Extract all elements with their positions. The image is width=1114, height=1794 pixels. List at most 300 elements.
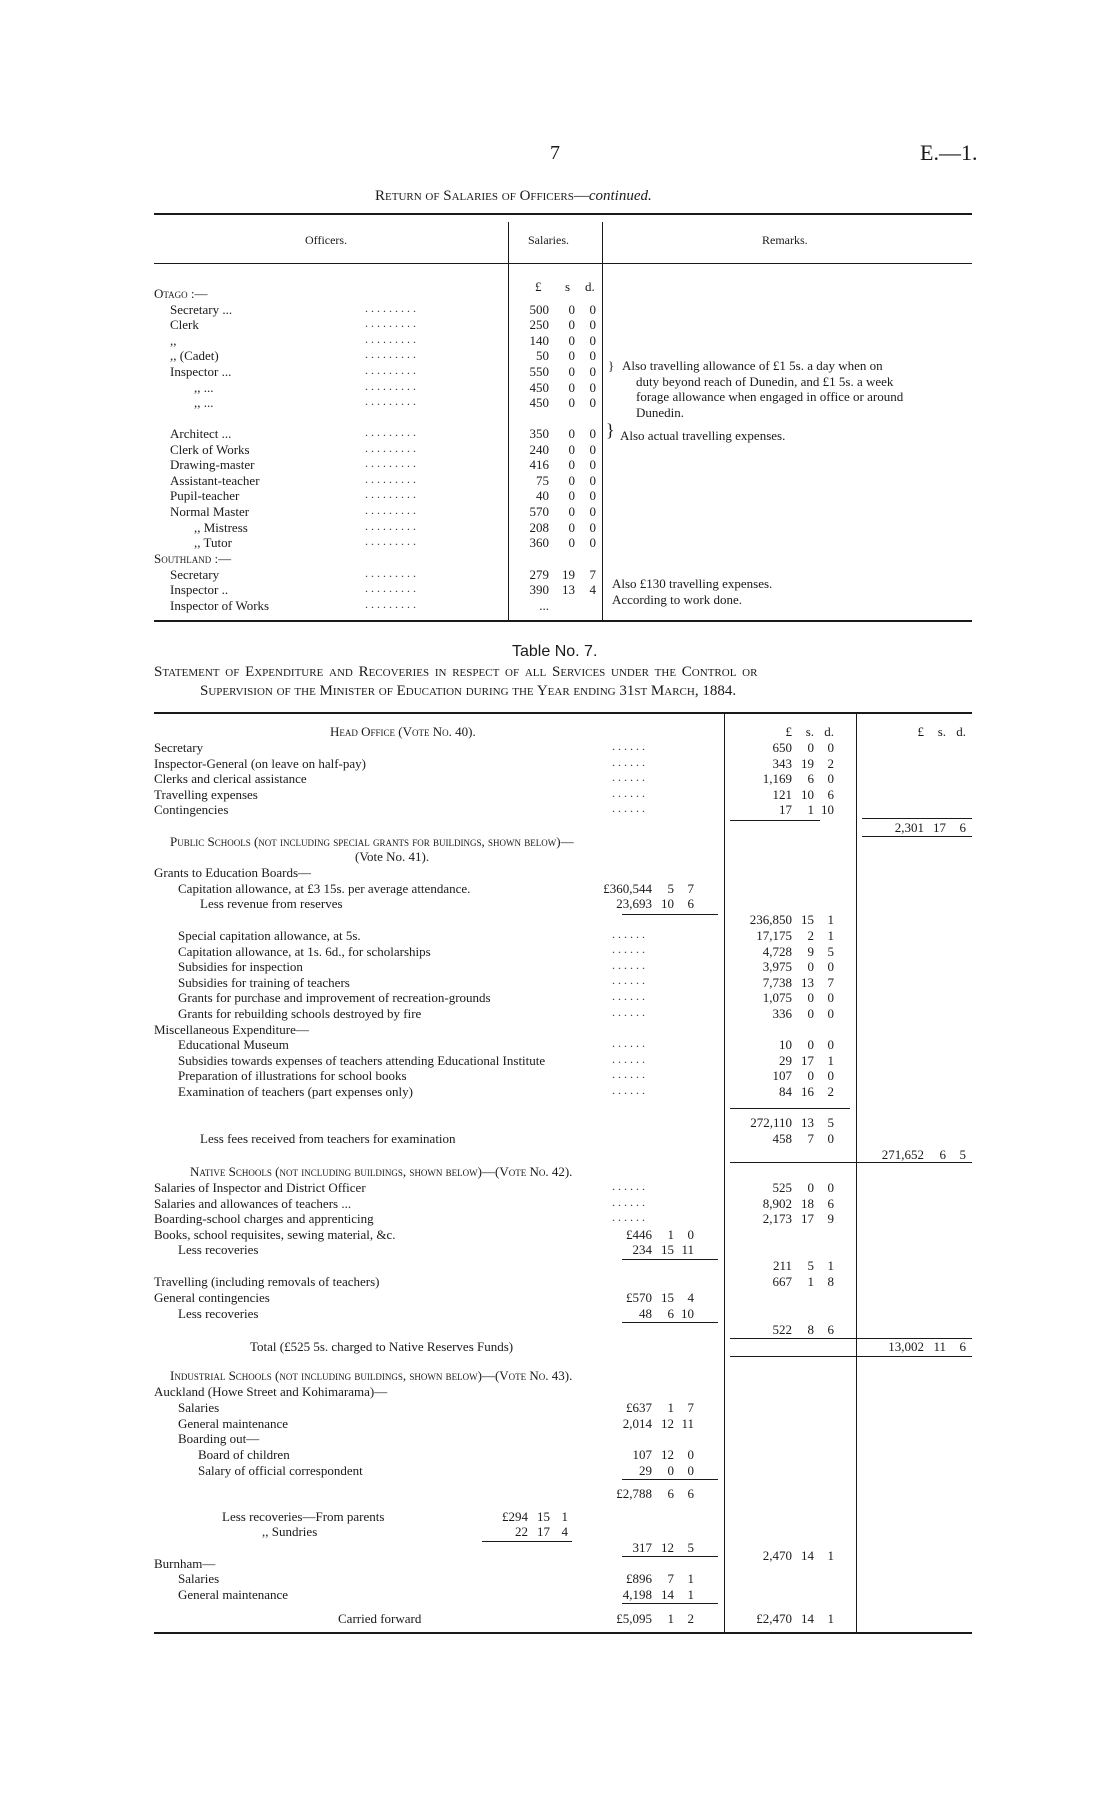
misc-item-label: Educational Museum	[178, 1037, 289, 1052]
grants-heading: Grants to Education Boards—	[154, 865, 312, 880]
auckland-subtotal-pence: 6	[687, 1486, 694, 1501]
public-item-amount-pounds: 1,075	[762, 990, 792, 1006]
misc-item-amount-shillings: 16	[801, 1083, 814, 1099]
parents-amount-shillings: 15	[537, 1509, 550, 1524]
capitation-amount-pence: 7	[687, 881, 694, 896]
native-item-amount-pounds: 525	[772, 1180, 792, 1195]
salary-pounds: ...	[539, 598, 549, 613]
public-item-amount-pounds: 17,175	[756, 928, 792, 943]
travelling-amount-pence: 8	[827, 1274, 834, 1289]
expenditure-top-rule	[154, 712, 972, 714]
salary-row-label: Normal Master	[170, 504, 250, 519]
industrial-schools-title: Industrial Schools (not including buildings, shown below)—(Vote No. 43).	[170, 1368, 573, 1383]
unit-mid-pounds: £	[785, 724, 792, 739]
salary-row-dots: . . . . . . . . .	[365, 456, 416, 470]
salary-row-label: ,, ...	[194, 380, 214, 395]
native-item-amount-pounds: 2,173	[762, 1211, 792, 1227]
recoveries-total-shillings: 12	[661, 1540, 674, 1555]
salaries-title	[375, 188, 652, 205]
less-recoveries-label: Less recoveries—From parents	[222, 1509, 385, 1524]
carried-forward-inner-shillings: 1	[667, 1611, 674, 1626]
leader-dots: . . . . . .	[612, 770, 645, 784]
capitation-amount-shillings: 5	[667, 881, 674, 896]
salary-pence: 0	[589, 442, 596, 457]
head-office-item-amount-pence: 10	[821, 802, 834, 818]
column-header-officers: Officers.	[305, 233, 348, 247]
burnham-item-amount-pence: 1	[687, 1571, 694, 1586]
head-office-total-pence: 6	[959, 820, 966, 835]
net-capitation-pence: 1	[827, 912, 834, 927]
head-office-item-amount-pounds: 343	[772, 755, 792, 771]
parents-amount-pence: 1	[561, 1509, 568, 1524]
salary-row-label: Assistant-teacher	[170, 473, 260, 488]
head-office-item-amount-shillings: 1	[807, 802, 814, 818]
salary-row-label: Architect ...	[170, 426, 232, 441]
leader-dots: . . . . . .	[612, 1083, 645, 1097]
native-schools-total-shillings: 11	[933, 1339, 946, 1354]
expenditure-bottom-rule	[154, 1632, 972, 1634]
auckland-item-amount-pounds: 2,014	[622, 1415, 652, 1431]
native-item-amount-pounds: 8,902	[762, 1195, 792, 1211]
auckland-item-amount-pounds: £637	[626, 1400, 652, 1415]
public-item-amount-shillings: 0	[807, 959, 814, 975]
salary-row-dots: . . . . . . . . .	[365, 425, 416, 439]
carried-forward-outer-pence: 1	[827, 1611, 834, 1626]
salary-row-dots: . . . . . . . . .	[365, 487, 416, 501]
salary-row-label: Inspector of Works	[170, 598, 270, 613]
public-schools-total-shillings: 6	[939, 1147, 946, 1162]
leader-dots: . . . . . .	[612, 958, 645, 972]
capitation-amount-pounds: £360,544	[603, 881, 652, 896]
salary-pence: 0	[589, 457, 596, 472]
remark-southland-inspector: Also £130 travelling expenses.	[612, 576, 773, 591]
burnham-item-amount-pounds: £896	[626, 1571, 652, 1586]
head-office-item-amount-pence: 6	[827, 786, 834, 802]
leader-dots: . . . . . .	[612, 1052, 645, 1066]
native-schools-total-pence: 6	[959, 1339, 966, 1354]
books-amount-shillings: 1	[667, 1227, 674, 1242]
books-amount-pounds: £446	[626, 1227, 652, 1242]
salary-pounds: 140	[529, 333, 549, 348]
salaries-top-rule	[154, 213, 972, 215]
travelling-amount-shillings: 1	[807, 1274, 814, 1289]
sundries-label: ,, Sundries	[262, 1524, 318, 1539]
carried-forward-inner-pence: 2	[687, 1611, 694, 1626]
public-item-label: Grants for rebuilding schools destroyed by fire	[178, 1006, 422, 1021]
recoveries-rule	[482, 1541, 572, 1542]
salary-shillings: 0	[568, 442, 575, 457]
salaries-title-main: Return of Salaries of Officers—	[375, 188, 589, 204]
public-item-amount-pounds: 3,975	[762, 959, 792, 975]
contingencies-net-shillings: 8	[807, 1322, 814, 1337]
salary-row-dots: . . . . . . . . .	[365, 332, 416, 346]
burnham-item-label: Salaries	[178, 1571, 220, 1586]
salary-row-dots: . . . . . . . . .	[365, 394, 416, 408]
salary-row-label: ,, Tutor	[194, 535, 232, 550]
leader-dots: . . . . . .	[612, 1067, 645, 1081]
salary-pence: 0	[589, 380, 596, 395]
salary-row-dots: . . . . . . . . .	[365, 316, 416, 330]
expenditure-divider-2	[856, 714, 857, 1632]
head-office-item-label: Secretary	[154, 740, 204, 755]
contingencies-net-pounds: 522	[772, 1322, 792, 1337]
native-schools-total-pounds: 13,002	[888, 1339, 924, 1354]
native-schools-title: Native Schools (not including buildings, shown below)—(Vote No. 42).	[190, 1164, 573, 1179]
less-fees-amount-pounds: 458	[772, 1131, 792, 1146]
head-office-sum-rule	[730, 820, 820, 821]
public-item-label: Grants for purchase and improvement of recreation-grounds	[178, 990, 491, 1006]
head-office-item-amount-pounds: 650	[772, 740, 792, 755]
remark-inspectors-line-4: Dunedin.	[636, 405, 685, 420]
boarding-item-amount-pounds: 29	[639, 1462, 652, 1478]
misc-item-label: Preparation of illustrations for school books	[178, 1068, 407, 1084]
recoveries-total-pounds: 317	[632, 1540, 652, 1555]
remark-brace-inspectors: }	[608, 358, 615, 373]
remark-inspector-of-works: According to work done.	[612, 592, 742, 607]
salary-pounds: 240	[529, 442, 549, 457]
salary-row-dots: . . . . . . . . .	[365, 534, 416, 548]
salary-row-label: Inspector ...	[170, 364, 232, 379]
salary-pounds: 550	[529, 364, 549, 379]
books-less-amount-pounds: 234	[632, 1242, 652, 1257]
salary-shillings: 0	[568, 395, 575, 410]
table-7-label: Table No. 7.	[512, 643, 598, 660]
carried-forward-outer-pounds: £2,470	[756, 1611, 792, 1626]
salary-shillings: 13	[562, 582, 575, 597]
capitation-label: Capitation allowance, at £3 15s. per average attendance.	[178, 881, 471, 896]
salary-shillings: 0	[568, 535, 575, 550]
books-rule	[622, 1259, 718, 1260]
salary-row-dots: . . . . . . . . .	[365, 441, 416, 455]
auckland-item-amount-shillings: 12	[661, 1415, 674, 1431]
sundries-amount-shillings: 17	[537, 1524, 550, 1539]
salary-row-label: Secretary	[170, 567, 220, 582]
misc-heading: Miscellaneous Expenditure—	[154, 1022, 309, 1037]
column-header-salaries: Salaries.	[528, 233, 569, 247]
remark-architect: Also actual travelling expenses.	[620, 428, 786, 443]
head-office-item-amount-pence: 0	[827, 771, 834, 787]
head-office-item-amount-pence: 0	[827, 740, 834, 755]
document-reference: E.—1.	[920, 140, 978, 165]
salary-pounds: 350	[529, 426, 549, 441]
native-item-amount-shillings: 17	[801, 1211, 814, 1227]
salary-row-label: ,, ...	[194, 395, 214, 410]
salary-pounds: 360	[529, 535, 549, 550]
public-item-amount-pence: 0	[827, 959, 834, 975]
salary-shillings: 0	[568, 473, 575, 488]
auckland-item-label: General maintenance	[178, 1415, 289, 1431]
salary-pence: 0	[589, 426, 596, 441]
misc-item-amount-pence: 1	[827, 1052, 834, 1068]
public-item-label: Special capitation allowance, at 5s.	[178, 928, 361, 943]
salary-row-label: Inspector ..	[170, 582, 229, 597]
native-item-label: Salaries of Inspector and District Officer	[154, 1180, 366, 1195]
leader-dots: . . . . . .	[612, 1195, 645, 1209]
less-fees-amount-shillings: 7	[807, 1131, 814, 1146]
native-total-rule-bottom	[730, 1356, 972, 1357]
salary-unit-pound: £	[535, 279, 542, 294]
head-office-item-amount-shillings: 19	[801, 755, 814, 771]
burnham-item-amount-pounds: 4,198	[622, 1586, 652, 1602]
burnham-item-amount-shillings: 14	[661, 1586, 674, 1602]
salary-row-label: ,, (Cadet)	[170, 348, 219, 363]
burnham-heading: Burnham—	[154, 1556, 216, 1571]
misc-item-amount-pence: 2	[827, 1083, 834, 1099]
books-less-amount-pence: 11	[681, 1242, 694, 1257]
public-item-amount-shillings: 0	[807, 1006, 814, 1021]
public-item-amount-pence: 0	[827, 1006, 834, 1021]
salary-pence: 0	[589, 317, 596, 332]
misc-item-amount-pounds: 10	[779, 1037, 792, 1052]
travelling-amount-pounds: 667	[772, 1274, 792, 1289]
salary-pounds: 450	[529, 395, 549, 410]
salary-row-dots: . . . . . . . . .	[365, 472, 416, 486]
public-schools-total-pounds: 271,652	[881, 1147, 924, 1162]
books-net-shillings: 5	[807, 1258, 814, 1273]
travelling-label: Travelling (including removals of teachers)	[154, 1274, 380, 1289]
remark-inspectors-line-3: forage allowance when engaged in office or around	[636, 389, 904, 404]
salary-row-label: Clerk	[170, 317, 199, 332]
contingencies-less-label: Less recoveries	[178, 1306, 259, 1321]
public-schools-title-1: Public Schools (not including special grants for buildings, shown below)—	[170, 834, 574, 849]
salary-row-label: Southland :—	[154, 551, 232, 566]
misc-item-amount-shillings: 17	[801, 1052, 814, 1068]
public-item-amount-pounds: 4,728	[762, 943, 792, 959]
salary-shillings: 0	[568, 380, 575, 395]
less-reserves-amount-pence: 6	[687, 896, 694, 911]
less-reserves-amount-shillings: 10	[661, 896, 674, 911]
head-office-item-label: Travelling expenses	[154, 786, 258, 802]
boarding-item-amount-shillings: 0	[667, 1462, 674, 1478]
auckland-item-amount-pence: 11	[681, 1415, 694, 1431]
head-office-item-label: Clerks and clerical assistance	[154, 771, 307, 787]
boarding-heading: Boarding out—	[178, 1431, 260, 1446]
salary-pounds: 208	[529, 520, 549, 535]
contingencies-less-amount-shillings: 6	[667, 1306, 674, 1321]
unit-mid-shillings: s.	[805, 724, 814, 739]
public-subtotal-shillings: 13	[801, 1115, 814, 1130]
books-label: Books, school requisites, sewing material, &c.	[154, 1227, 396, 1242]
expenditure-divider-1	[724, 714, 725, 1632]
table-7-statement-line-1: Statement of Expenditure and Recoveries in respect of all Services under the Control or	[154, 664, 758, 680]
salary-pence: 7	[589, 567, 596, 582]
misc-item-amount-shillings: 0	[807, 1068, 814, 1084]
salary-pounds: 570	[529, 504, 549, 519]
salary-pence: 0	[589, 535, 596, 550]
public-subtotal-pence: 5	[827, 1115, 834, 1130]
less-reserves-label: Less revenue from reserves	[200, 896, 343, 911]
public-item-label: Subsidies for inspection	[178, 959, 303, 975]
burnham-item-label: General maintenance	[178, 1586, 289, 1602]
head-office-item-amount-pounds: 17	[779, 802, 792, 818]
salary-pence: 0	[589, 520, 596, 535]
salaries-bottom-rule	[154, 620, 972, 622]
misc-item-label: Examination of teachers (part expenses only)	[178, 1083, 413, 1099]
leader-dots: . . . . . .	[612, 927, 645, 941]
misc-item-amount-pounds: 29	[779, 1052, 792, 1068]
salary-shillings: 0	[568, 333, 575, 348]
leader-dots: . . . . . .	[612, 1036, 645, 1050]
auckland-net-shillings: 14	[801, 1548, 814, 1563]
table-7-statement-line-2: Supervision of the Minister of Education during the Year ending 31st March, 1884.	[200, 683, 737, 699]
burnham-item-amount-shillings: 7	[667, 1571, 674, 1586]
head-office-item-amount-shillings: 10	[801, 786, 814, 802]
salary-pence: 0	[589, 504, 596, 519]
unit-out-pence: d.	[956, 724, 966, 739]
salary-shillings: 19	[562, 567, 575, 582]
leader-dots: . . . . . .	[612, 1005, 645, 1019]
salary-row-dots: . . . . . . . . .	[365, 597, 416, 611]
salary-row-label: Clerk of Works	[170, 442, 250, 457]
sundries-amount-pence: 4	[561, 1524, 568, 1539]
carried-forward-inner-pounds: £5,095	[616, 1611, 652, 1626]
salary-row-label: Secretary ...	[170, 302, 233, 317]
native-item-amount-pence: 6	[827, 1195, 834, 1211]
salary-row-label: Drawing-master	[170, 457, 255, 472]
salary-shillings: 0	[568, 520, 575, 535]
salary-shillings: 0	[568, 426, 575, 441]
leader-dots: . . . . . .	[612, 973, 645, 987]
boarding-item-amount-pence: 0	[687, 1447, 694, 1462]
auckland-subtotal-pounds: £2,788	[616, 1486, 652, 1501]
auckland-subtotal-rule	[622, 1479, 718, 1480]
contingencies-rule	[622, 1322, 718, 1323]
salary-row-dots: . . . . . . . . .	[365, 566, 416, 580]
salary-pence: 0	[589, 364, 596, 379]
public-subtotal-rule	[730, 1108, 850, 1109]
public-item-amount-shillings: 13	[801, 974, 814, 990]
public-item-amount-pence: 1	[827, 928, 834, 943]
contingencies-amount-pence: 4	[687, 1290, 694, 1305]
public-item-amount-pounds: 336	[772, 1006, 792, 1021]
contingencies-amount-pounds: £570	[626, 1290, 652, 1305]
auckland-subtotal-shillings: 6	[667, 1486, 674, 1501]
head-office-title: Head Office (Vote No. 40).	[330, 724, 476, 739]
salary-row-dots: . . . . . . . . .	[365, 503, 416, 517]
leader-dots: . . . . . .	[612, 1210, 645, 1224]
native-item-amount-pence: 9	[827, 1211, 834, 1227]
public-item-amount-shillings: 9	[807, 943, 814, 959]
parents-amount-pounds: £294	[502, 1509, 528, 1524]
auckland-item-amount-shillings: 1	[667, 1400, 674, 1415]
less-fees-label: Less fees received from teachers for examination	[200, 1131, 456, 1146]
public-item-amount-pounds: 7,738	[762, 974, 792, 990]
salary-row-label: ,,	[170, 333, 177, 348]
salary-pounds: 250	[529, 317, 549, 332]
boarding-item-label: Salary of official correspondent	[198, 1462, 363, 1478]
leader-dots: . . . . . .	[612, 1179, 645, 1193]
head-office-item-amount-shillings: 6	[807, 771, 814, 787]
head-office-item-amount-shillings: 0	[807, 740, 814, 755]
native-item-amount-pence: 0	[827, 1180, 834, 1195]
books-net-pence: 1	[827, 1258, 834, 1273]
salary-pounds: 450	[529, 380, 549, 395]
boarding-item-amount-shillings: 12	[661, 1447, 674, 1462]
head-office-total-rule-bottom	[862, 836, 972, 837]
native-item-amount-shillings: 0	[807, 1180, 814, 1195]
misc-item-amount-pounds: 84	[779, 1083, 792, 1099]
contingencies-less-amount-pence: 10	[681, 1306, 694, 1321]
salaries-header-rule	[154, 263, 972, 264]
salary-shillings: 0	[568, 348, 575, 363]
salary-row-label: Pupil-teacher	[170, 488, 240, 503]
salary-pounds: 500	[529, 302, 549, 317]
contingencies-amount-shillings: 15	[661, 1290, 674, 1305]
auckland-heading: Auckland (Howe Street and Kohimarama)—	[154, 1384, 388, 1399]
salary-row-dots: . . . . . . . . .	[365, 581, 416, 595]
head-office-item-label: Contingencies	[154, 802, 229, 818]
public-schools-total-rule	[730, 1162, 972, 1163]
salary-shillings: 0	[568, 302, 575, 317]
salary-pence: 0	[589, 473, 596, 488]
salary-pence: 0	[589, 488, 596, 503]
salary-pounds: 40	[536, 488, 549, 503]
salary-pence: 0	[589, 348, 596, 363]
burnham-rule	[622, 1603, 718, 1604]
remark-inspectors-line-1: Also travelling allowance of £1 5s. a day when on	[622, 358, 883, 373]
salary-pence: 0	[589, 302, 596, 317]
native-item-label: Salaries and allowances of teachers ...	[154, 1195, 352, 1211]
salary-shillings: 0	[568, 364, 575, 379]
head-office-item-amount-pence: 2	[827, 755, 834, 771]
leader-dots: . . . . . .	[612, 801, 645, 815]
unit-out-pounds: £	[917, 724, 924, 739]
public-schools-title-2: (Vote No. 41).	[355, 849, 430, 864]
boarding-item-amount-pence: 0	[687, 1462, 694, 1478]
misc-item-label: Subsidies towards expenses of teachers attending Educational Institute	[178, 1052, 546, 1068]
public-schools-total-pence: 5	[959, 1147, 966, 1162]
salaries-title-suffix: continued.	[588, 188, 652, 204]
leader-dots: . . . . . .	[612, 786, 645, 800]
head-office-total-pounds: 2,301	[894, 820, 924, 835]
head-office-item-label: Inspector-General (on leave on half-pay)	[154, 755, 366, 771]
boarding-item-amount-pounds: 107	[632, 1447, 652, 1462]
public-item-amount-pence: 0	[827, 990, 834, 1006]
page-number: 7	[550, 142, 560, 164]
leader-dots: . . . . . .	[612, 942, 645, 956]
carried-forward-outer-shillings: 14	[801, 1611, 814, 1626]
recoveries-total-pence: 5	[687, 1540, 694, 1555]
books-less-amount-shillings: 15	[661, 1242, 674, 1257]
salary-row-dots: . . . . . . . . .	[365, 347, 416, 361]
less-fees-amount-pence: 0	[827, 1131, 834, 1146]
auckland-net-pounds: 2,470	[762, 1548, 792, 1563]
salaries-divider-2	[602, 222, 603, 620]
salary-row-dots: . . . . . . . . .	[365, 301, 416, 315]
native-item-label: Boarding-school charges and apprenticing	[154, 1211, 374, 1227]
contingencies-label: General contingencies	[154, 1290, 270, 1305]
books-net-pounds: 211	[772, 1258, 792, 1273]
auckland-net-pence: 1	[827, 1548, 834, 1563]
salary-pence: 0	[589, 333, 596, 348]
auckland-net-rule	[622, 1556, 718, 1557]
boarding-item-label: Board of children	[198, 1447, 290, 1462]
salary-row-dots: . . . . . . . . .	[365, 363, 416, 377]
native-total-label: Total (£525 5s. charged to Native Reserves Funds)	[250, 1339, 514, 1354]
salary-shillings: 0	[568, 504, 575, 519]
leader-dots: . . . . . .	[612, 755, 645, 769]
salary-pounds: 390	[529, 582, 549, 597]
leader-dots: . . . . . .	[612, 739, 645, 753]
leader-dots: . . . . . .	[612, 989, 645, 1003]
salary-row-dots: . . . . . . . . .	[365, 379, 416, 393]
salary-shillings: 0	[568, 317, 575, 332]
unit-mid-pence: d.	[824, 724, 834, 739]
carried-forward-label: Carried forward	[338, 1611, 422, 1626]
misc-item-amount-pence: 0	[827, 1037, 834, 1052]
salary-pence: 0	[589, 395, 596, 410]
column-header-remarks: Remarks.	[762, 233, 808, 247]
